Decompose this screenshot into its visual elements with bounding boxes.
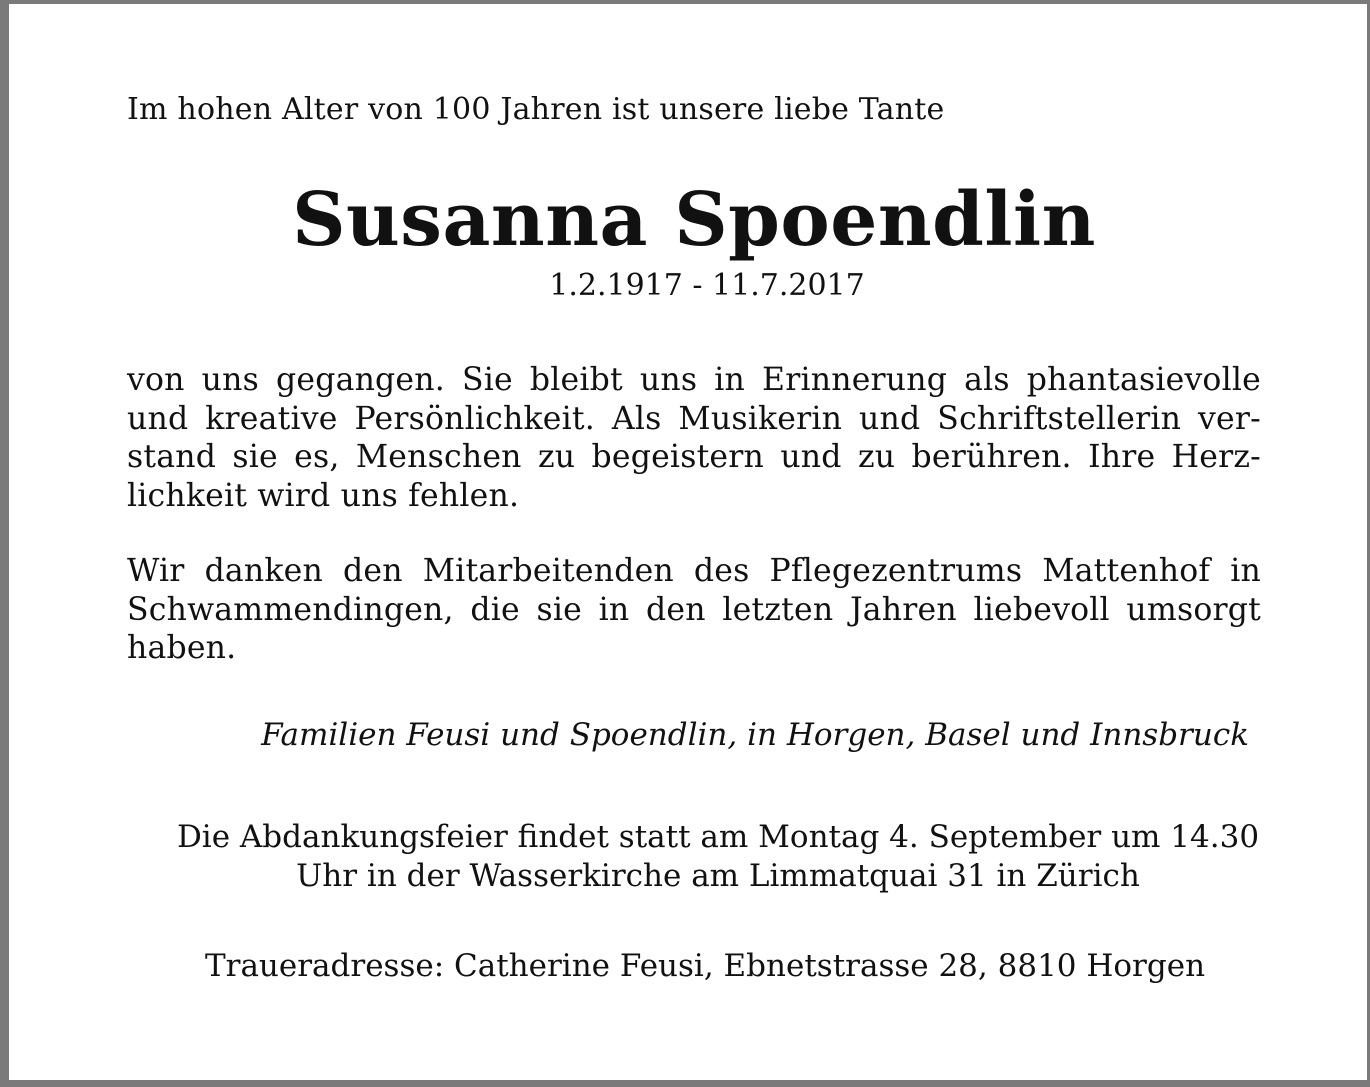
ceremony-line: Uhr in der Wasserkirche am Limmatquai 31 in Zürich bbox=[296, 857, 1140, 894]
life-dates: 1.2.1917 - 11.7.2017 bbox=[549, 268, 865, 303]
ceremony-line: Die Abdankungsfeier findet statt am Montag 4. September um 14.30 bbox=[176, 819, 1260, 855]
paragraph-line: und kreative Persönlichkeit. Als Musikerin und Schriftstellerin ver- bbox=[127, 400, 1261, 437]
family-signature: Familien Feusi und Spoendlin, in Horgen, Basel und Innsbruck bbox=[261, 717, 1249, 753]
paragraph-line: Wir danken den Mitarbeitenden des Pflegezentrums Mattenhof in bbox=[127, 553, 1261, 589]
ceremony-info bbox=[9, 818, 1370, 895]
paragraph-line: Schwammendingen, die sie in den letzten Jahren liebevoll umsorgt bbox=[127, 591, 1261, 628]
paragraph-line: lichkeit wird uns fehlen. bbox=[127, 477, 520, 514]
memorial-paragraph bbox=[127, 361, 1261, 515]
mourning-address: Traueradresse: Catherine Feusi, Ebnetstrasse 28, 8810 Horgen bbox=[204, 948, 1206, 984]
paragraph-line: von uns gegangen. Sie bleibt uns in Erinnerung als phantasievolle bbox=[127, 362, 1261, 398]
paragraph-line: stand sie es, Menschen zu begeistern und zu berühren. Ihre Herz- bbox=[127, 439, 1261, 475]
thanks-paragraph bbox=[127, 552, 1261, 668]
deceased-name: Susanna Spoendlin bbox=[292, 177, 1096, 263]
paragraph-line: haben. bbox=[127, 630, 237, 666]
intro-text: Im hohen Alter von 100 Jahren ist unsere liebe Tante bbox=[127, 92, 945, 127]
